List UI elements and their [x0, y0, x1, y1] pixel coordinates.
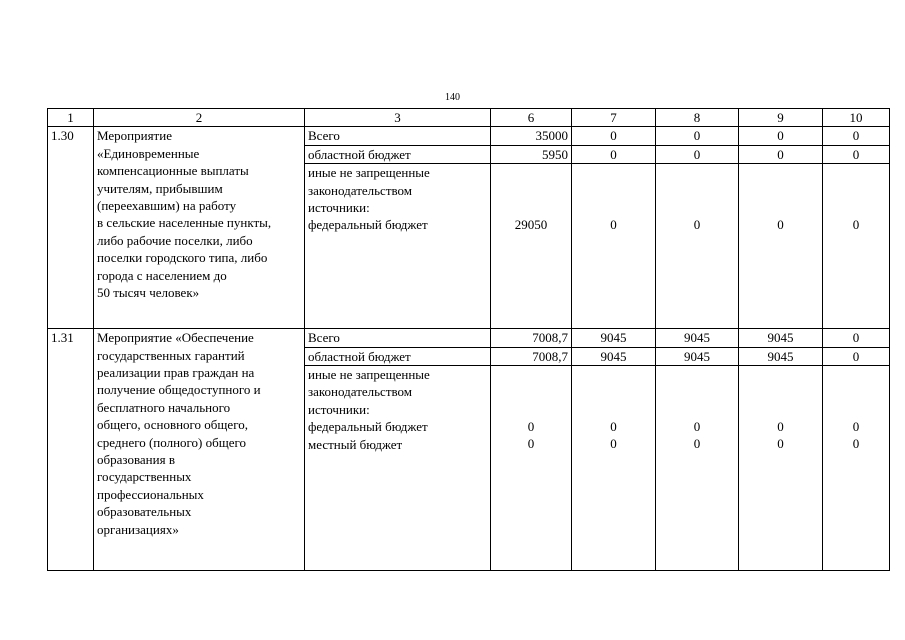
- local-value: 0: [527, 436, 535, 452]
- header-col-7: 7: [572, 109, 656, 127]
- desc-line: Мероприятие «Обеспечение: [97, 330, 254, 346]
- federal-value: 0: [777, 419, 784, 435]
- desc-line: общего, основного общего,: [97, 417, 248, 433]
- total-label: Всего: [305, 329, 491, 347]
- header-col-1: 1: [48, 109, 94, 127]
- header-col-8: 8: [656, 109, 739, 127]
- desc-line: города с населением до: [97, 267, 227, 283]
- regional-value: 0: [739, 145, 823, 163]
- source-line: источники:: [308, 200, 370, 216]
- federal-value: 29050: [514, 217, 548, 233]
- source-line: иные не запрещенные: [308, 367, 430, 383]
- header-col-3: 3: [305, 109, 491, 127]
- total-value: 0: [656, 127, 739, 145]
- desc-line: получение общедоступного и: [97, 382, 261, 398]
- regional-value: 9045: [572, 347, 656, 365]
- desc-line: профессиональных: [97, 486, 204, 502]
- federal-local-cell: [656, 366, 739, 571]
- local-value: 0: [777, 436, 784, 452]
- regional-value: 9045: [656, 347, 739, 365]
- total-value: 9045: [739, 329, 823, 347]
- federal-local-cell: [572, 366, 656, 571]
- federal-value: 0: [852, 419, 860, 435]
- federal-value: 0: [693, 419, 701, 435]
- desc-line: «Единовременные: [97, 145, 200, 161]
- federal-local-cell: [739, 366, 823, 571]
- federal-cell: [656, 164, 739, 329]
- local-value: 0: [693, 436, 701, 452]
- federal-value: 0: [852, 217, 860, 233]
- federal-cell: [823, 164, 890, 329]
- header-col-2: 2: [94, 109, 305, 127]
- desc-line: (переехавшим) на работу: [97, 198, 237, 214]
- desc-line: либо рабочие поселки, либо: [97, 232, 253, 248]
- federal-cell: [572, 164, 656, 329]
- total-value: 9045: [572, 329, 656, 347]
- federal-cell: [491, 164, 572, 329]
- other-sources: [305, 164, 491, 329]
- desc-line: государственных гарантий: [97, 347, 245, 363]
- table-row: [48, 127, 890, 145]
- row-number: 1.31: [48, 329, 94, 571]
- row-number: 1.30: [48, 127, 94, 329]
- total-value: 7008,7: [491, 329, 572, 347]
- federal-cell: [739, 164, 823, 329]
- desc-line: реализации прав граждан на: [97, 365, 255, 381]
- regional-value: 7008,7: [491, 347, 572, 365]
- desc-line: образовательных: [97, 504, 192, 520]
- total-value: 35000: [491, 127, 572, 145]
- table-row: [48, 329, 890, 347]
- federal-value: 0: [527, 419, 535, 435]
- desc-line: государственных: [97, 469, 192, 485]
- federal-value: 0: [610, 419, 617, 435]
- regional-label: областной бюджет: [305, 145, 491, 163]
- program-table: [47, 108, 890, 571]
- desc-line: учителям, прибывшим: [97, 180, 223, 196]
- header-row: [48, 109, 890, 127]
- regional-value: 9045: [739, 347, 823, 365]
- total-value: 0: [823, 127, 890, 145]
- header-col-10: 10: [823, 109, 890, 127]
- total-value: 0: [572, 127, 656, 145]
- regional-value: 0: [572, 145, 656, 163]
- source-line: иные не запрещенные: [308, 165, 430, 181]
- total-value: 0: [739, 127, 823, 145]
- row-description: [94, 127, 305, 329]
- total-value: 0: [823, 329, 890, 347]
- regional-value: 0: [656, 145, 739, 163]
- desc-line: бесплатного начального: [97, 399, 231, 415]
- regional-label: областной бюджет: [305, 347, 491, 365]
- source-line: законодательством: [308, 384, 413, 400]
- regional-value: 5950: [491, 145, 572, 163]
- page-number: 140: [445, 92, 460, 103]
- desc-line: образования в: [97, 452, 175, 468]
- federal-local-cell: [491, 366, 572, 571]
- source-line: законодательством: [308, 182, 413, 198]
- federal-value: 0: [693, 217, 701, 233]
- source-line: местный бюджет: [308, 436, 403, 452]
- desc-line: 50 тысяч человек»: [97, 285, 200, 301]
- row-description: [94, 329, 305, 571]
- header-col-6: 6: [491, 109, 572, 127]
- total-value: 9045: [656, 329, 739, 347]
- federal-value: 0: [610, 217, 617, 233]
- regional-value: 0: [823, 145, 890, 163]
- desc-line: среднего (полного) общего: [97, 434, 247, 450]
- desc-line: в сельские населенные пункты,: [97, 215, 272, 231]
- source-line: федеральный бюджет: [308, 217, 428, 233]
- desc-line: поселки городского типа, либо: [97, 250, 268, 266]
- regional-value: 0: [823, 347, 890, 365]
- desc-line: компенсационные выплаты: [97, 163, 249, 179]
- local-value: 0: [852, 436, 860, 452]
- header-col-9: 9: [739, 109, 823, 127]
- local-value: 0: [610, 436, 617, 452]
- desc-line: Мероприятие: [97, 128, 172, 144]
- federal-local-cell: [823, 366, 890, 571]
- desc-line: организациях»: [97, 521, 179, 537]
- source-line: источники:: [308, 401, 370, 417]
- total-label: Всего: [305, 127, 491, 145]
- source-line: федеральный бюджет: [308, 419, 428, 435]
- federal-value: 0: [777, 217, 784, 233]
- other-sources: [305, 366, 491, 571]
